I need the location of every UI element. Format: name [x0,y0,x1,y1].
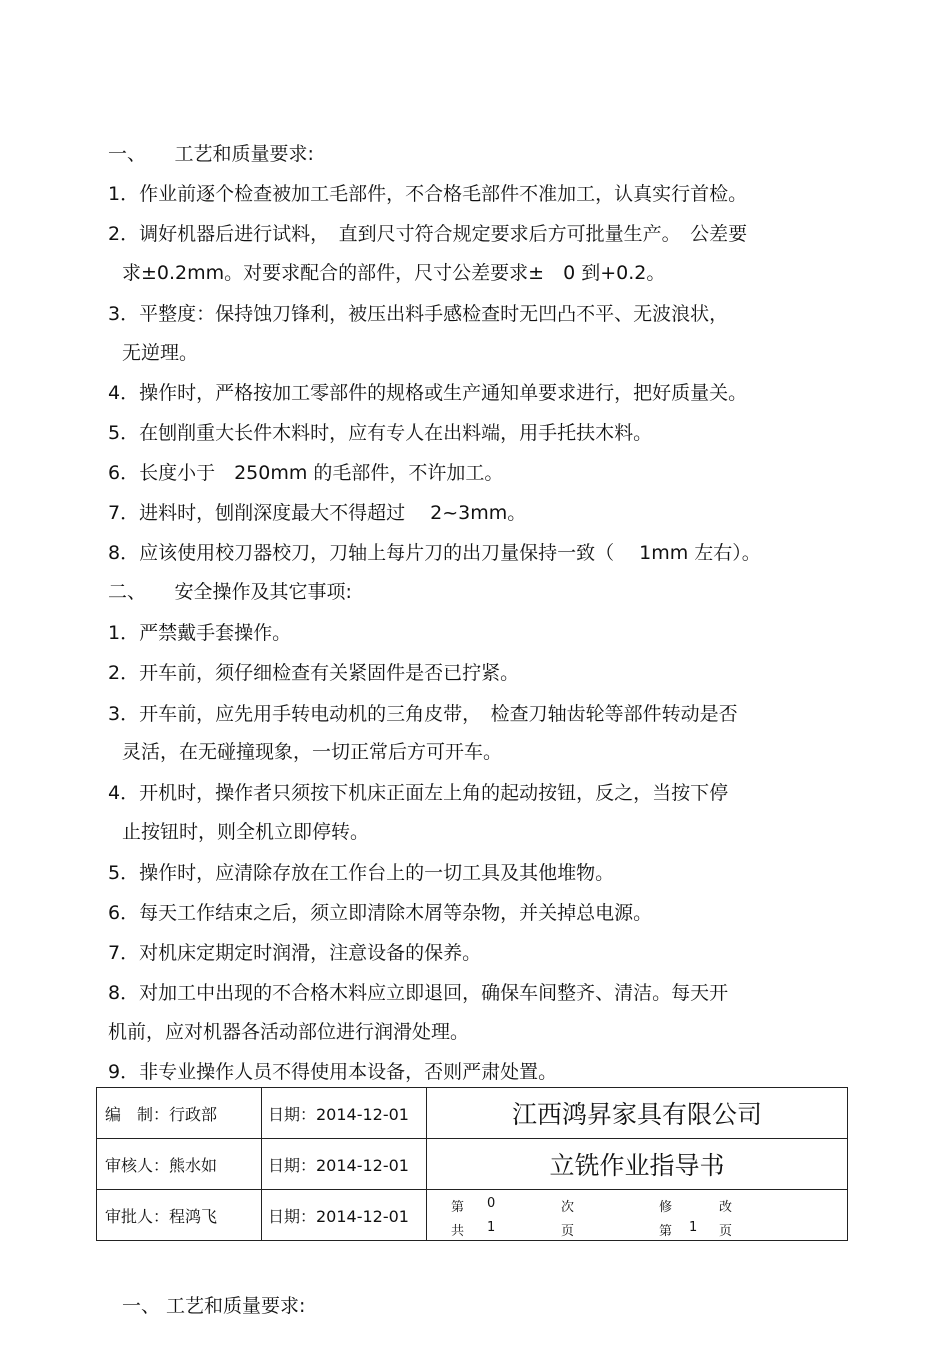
text-line: 8．对加工中出现的不合格木料应立即退回，确保车间整齐、清洁。每天开 [108,982,729,1004]
page-total: 1 [487,1220,496,1235]
text-line: 无逆理。 [122,342,199,364]
revision-info [427,1190,848,1241]
text-line: 4．开机时，操作者只须按下机床正面左上角的起动按钮，反之，当按下停 [108,782,729,804]
text-line: 6．长度小于 250mm 的毛部件，不许加工。 [108,462,504,484]
text-line: 2．调好机器后进行试料， 直到尺寸符合规定要求后方可批量生产。 公差要 [108,223,748,245]
page-number: 1 [689,1220,698,1235]
text-line: 3．开车前，应先用手转电动机的三角皮带， 检查刀轴齿轮等部件转动是否 [108,703,738,725]
rev-label: 修 [659,1200,673,1215]
text-line: 8．应该使用校刀器校刀，刀轴上每片刀的出刀量保持一致（ 1mm 左右）。 [108,542,761,564]
reviewed-date: 日期：2014-12-01 [262,1139,427,1190]
text-line: 9．非专业操作人员不得使用本设备，否则严肃处置。 [108,1061,558,1083]
reviewed-by: 审核人：熊水如 [97,1139,262,1190]
approved-date: 日期：2014-12-01 [262,1190,427,1241]
text-line: 灵活，在无碰撞现象，一切正常后方可开车。 [122,741,503,763]
text-line: 5．操作时，应清除存放在工作台上的一切工具及其他堆物。 [108,862,615,884]
prepared-by: 编 制：行政部 [97,1088,262,1139]
document-footer-table [96,1087,848,1241]
page-label: 共 [451,1224,465,1239]
approved-by: 审批人：程鸿飞 [97,1190,262,1241]
rev-label: 第 [451,1200,465,1215]
section-heading-repeat: 一、 工艺和质量要求: [122,1295,306,1317]
text-line: 4．操作时，严格按加工零部件的规格或生产通知单要求进行，把好质量关。 [108,382,748,404]
prepared-date: 日期：2014-12-01 [262,1088,427,1139]
text-line: 3．平整度：保持蚀刀锋利，被压出料手感检查时无凹凸不平、无波浪状， [108,303,729,325]
page-label: 页 [561,1224,575,1239]
section-heading-2: 二、 安全操作及其它事项: [108,581,352,603]
text-line: 2．开车前，须仔细检查有关紧固件是否已拧紧。 [108,662,520,684]
rev-label: 改 [719,1200,733,1215]
rev-number: 0 [487,1196,496,1211]
text-line: 1．严禁戴手套操作。 [108,622,292,644]
document-title: 立铣作业指导书 [427,1139,848,1190]
text-line: 5．在刨削重大长件木料时，应有专人在出料端，用手托扶木料。 [108,422,653,444]
text-line: 求±0.2mm。对要求配合的部件，尺寸公差要求± 0 到+0.2。 [122,262,666,284]
rev-label: 次 [561,1200,575,1215]
text-line: 6．每天工作结束之后，须立即清除木屑等杂物，并关掉总电源。 [108,902,653,924]
section-heading-1: 一、 工艺和质量要求: [108,143,314,165]
text-line: 止按钮时，则全机立即停转。 [122,821,370,843]
text-line: 7．对机床定期定时润滑，注意设备的保养。 [108,942,482,964]
text-line: 机前，应对机器各活动部位进行润滑处理。 [108,1021,470,1043]
company-name: 江西鸿昇家具有限公司 [427,1088,848,1139]
page-label: 第 [659,1224,673,1239]
text-line: 1．作业前逐个检查被加工毛部件，不合格毛部件不准加工，认真实行首检。 [108,183,748,205]
text-line: 7．进料时，刨削深度最大不得超过 2~3mm。 [108,502,527,524]
page-label: 页 [719,1224,733,1239]
